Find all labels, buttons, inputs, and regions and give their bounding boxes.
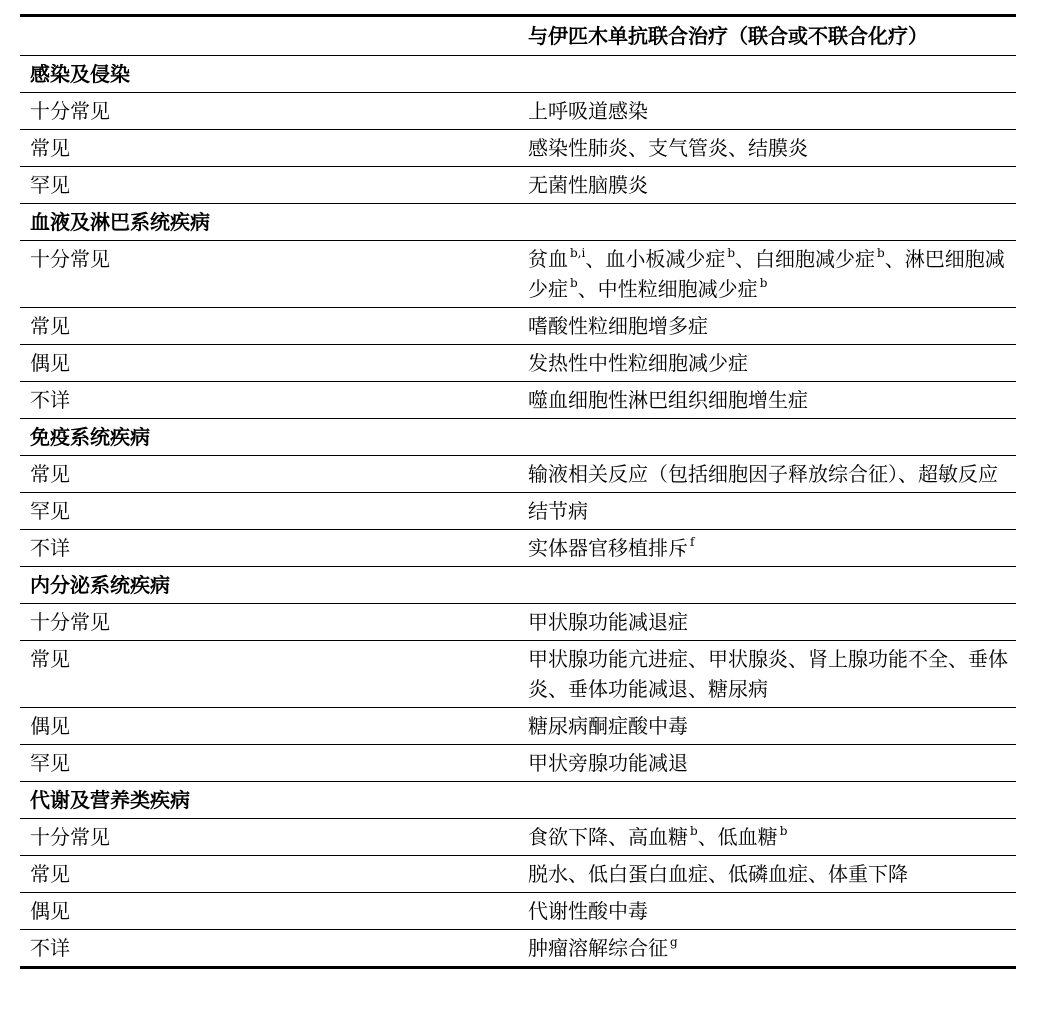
- table-row: [20, 382, 1016, 419]
- adverse-event-text: 结节病: [528, 499, 588, 523]
- adverse-events-cell: [518, 93, 1016, 130]
- category-label: 内分泌系统疾病: [20, 567, 518, 604]
- adverse-reactions-table: [20, 14, 1016, 969]
- adverse-events-cell: [518, 456, 1016, 493]
- adverse-events-cell: [518, 641, 1016, 708]
- frequency-cell: 十分常见: [20, 93, 518, 130]
- adverse-reactions-table-container: [20, 14, 1016, 969]
- frequency-cell: 十分常见: [20, 819, 518, 856]
- frequency-cell: 偶见: [20, 708, 518, 745]
- footnote-marker: g: [670, 935, 678, 949]
- footnote-marker: b: [877, 246, 885, 260]
- category-empty-cell: [518, 419, 1016, 456]
- header-row: [20, 16, 1016, 56]
- footnote-marker: b: [570, 276, 578, 290]
- adverse-event-text: 、中性粒细胞减少症: [577, 277, 758, 301]
- table-row: [20, 893, 1016, 930]
- adverse-events-cell: [518, 382, 1016, 419]
- footnote-marker: b: [759, 276, 768, 290]
- adverse-event-text: 、淋巴细胞减少症: [528, 247, 1005, 301]
- frequency-cell: 常见: [20, 641, 518, 708]
- table-row: [20, 130, 1016, 167]
- table-row: [20, 819, 1016, 856]
- frequency-cell: 不详: [20, 530, 518, 567]
- category-label: 血液及淋巴系统疾病: [20, 204, 518, 241]
- adverse-event-text: 噬血细胞性淋巴组织细胞增生症: [528, 388, 808, 412]
- adverse-events-cell: [518, 167, 1016, 204]
- adverse-events-cell: [518, 493, 1016, 530]
- category-empty-cell: [518, 567, 1016, 604]
- adverse-event-text: 、白细胞减少症: [735, 247, 876, 271]
- adverse-event-text: 肿瘤溶解综合征: [528, 936, 668, 960]
- category-label: 免疫系统疾病: [20, 419, 518, 456]
- adverse-event-text: 输液相关反应（包括细胞因子释放综合征）、超敏反应: [528, 462, 998, 486]
- footnote-marker: b: [779, 824, 788, 838]
- adverse-event-text: 上呼吸道感染: [528, 99, 648, 123]
- category-label: 感染及侵染: [20, 56, 518, 93]
- adverse-event-text: 代谢性酸中毒: [528, 899, 648, 923]
- category-empty-cell: [518, 782, 1016, 819]
- frequency-cell: 不详: [20, 382, 518, 419]
- category-row: [20, 419, 1016, 456]
- adverse-events-cell: [518, 893, 1016, 930]
- table-body: [20, 56, 1016, 968]
- category-row: [20, 782, 1016, 819]
- adverse-event-text: 实体器官移植排斥: [528, 536, 688, 560]
- adverse-events-cell: [518, 745, 1016, 782]
- adverse-events-cell: [518, 708, 1016, 745]
- adverse-events-cell: [518, 856, 1016, 893]
- adverse-event-text: 嗜酸性粒细胞增多症: [528, 314, 708, 338]
- frequency-cell: 常见: [20, 456, 518, 493]
- frequency-cell: 十分常见: [20, 604, 518, 641]
- frequency-cell: 常见: [20, 308, 518, 345]
- table-header: [20, 16, 1016, 56]
- category-row: [20, 204, 1016, 241]
- footnote-marker: b: [690, 824, 698, 838]
- frequency-cell: 偶见: [20, 893, 518, 930]
- adverse-events-cell: [518, 308, 1016, 345]
- table-row: [20, 456, 1016, 493]
- adverse-event-text: 、血小板减少症: [585, 247, 726, 271]
- header-combination-therapy: 与伊匹木单抗联合治疗（联合或不联合化疗）: [518, 16, 1016, 56]
- table-row: [20, 93, 1016, 130]
- adverse-events-cell: [518, 345, 1016, 382]
- frequency-cell: 罕见: [20, 167, 518, 204]
- adverse-event-text: 感染性肺炎、支气管炎、结膜炎: [528, 136, 808, 160]
- adverse-event-text: 甲状旁腺功能减退: [528, 751, 688, 775]
- adverse-event-text: 甲状腺功能亢进症、甲状腺炎、肾上腺功能不全、垂体炎、垂体功能减退、糖尿病: [528, 647, 1008, 701]
- table-row: [20, 167, 1016, 204]
- footnote-marker: b: [727, 246, 736, 260]
- adverse-events-cell: [518, 530, 1016, 567]
- adverse-event-text: 脱水、低白蛋白血症、低磷血症、体重下降: [528, 862, 908, 886]
- footnote-marker: f: [690, 535, 695, 549]
- frequency-cell: 罕见: [20, 745, 518, 782]
- table-row: [20, 308, 1016, 345]
- table-row: [20, 745, 1016, 782]
- adverse-event-text: 、低血糖: [697, 825, 778, 849]
- table-row: [20, 241, 1016, 308]
- category-empty-cell: [518, 56, 1016, 93]
- category-empty-cell: [518, 204, 1016, 241]
- table-row: [20, 708, 1016, 745]
- table-row: [20, 493, 1016, 530]
- table-row: [20, 856, 1016, 893]
- table-row: [20, 345, 1016, 382]
- adverse-events-cell: [518, 241, 1016, 308]
- adverse-events-cell: [518, 930, 1016, 968]
- frequency-cell: 不详: [20, 930, 518, 968]
- footnote-marker: b,i: [570, 246, 586, 260]
- header-frequency: [20, 16, 518, 56]
- adverse-event-text: 甲状腺功能减退症: [528, 610, 688, 634]
- category-row: [20, 567, 1016, 604]
- category-row: [20, 56, 1016, 93]
- table-row: [20, 530, 1016, 567]
- frequency-cell: 常见: [20, 856, 518, 893]
- category-label: 代谢及营养类疾病: [20, 782, 518, 819]
- adverse-event-text: 无菌性脑膜炎: [528, 173, 648, 197]
- table-row: [20, 641, 1016, 708]
- adverse-event-text: 糖尿病酮症酸中毒: [528, 714, 688, 738]
- frequency-cell: 偶见: [20, 345, 518, 382]
- adverse-events-cell: [518, 604, 1016, 641]
- adverse-event-text: 贫血: [528, 247, 568, 271]
- frequency-cell: 十分常见: [20, 241, 518, 308]
- adverse-event-text: 发热性中性粒细胞减少症: [528, 351, 748, 375]
- frequency-cell: 罕见: [20, 493, 518, 530]
- adverse-events-cell: [518, 819, 1016, 856]
- table-row: [20, 930, 1016, 968]
- adverse-event-text: 食欲下降、高血糖: [528, 825, 688, 849]
- table-row: [20, 604, 1016, 641]
- frequency-cell: 常见: [20, 130, 518, 167]
- adverse-events-cell: [518, 130, 1016, 167]
